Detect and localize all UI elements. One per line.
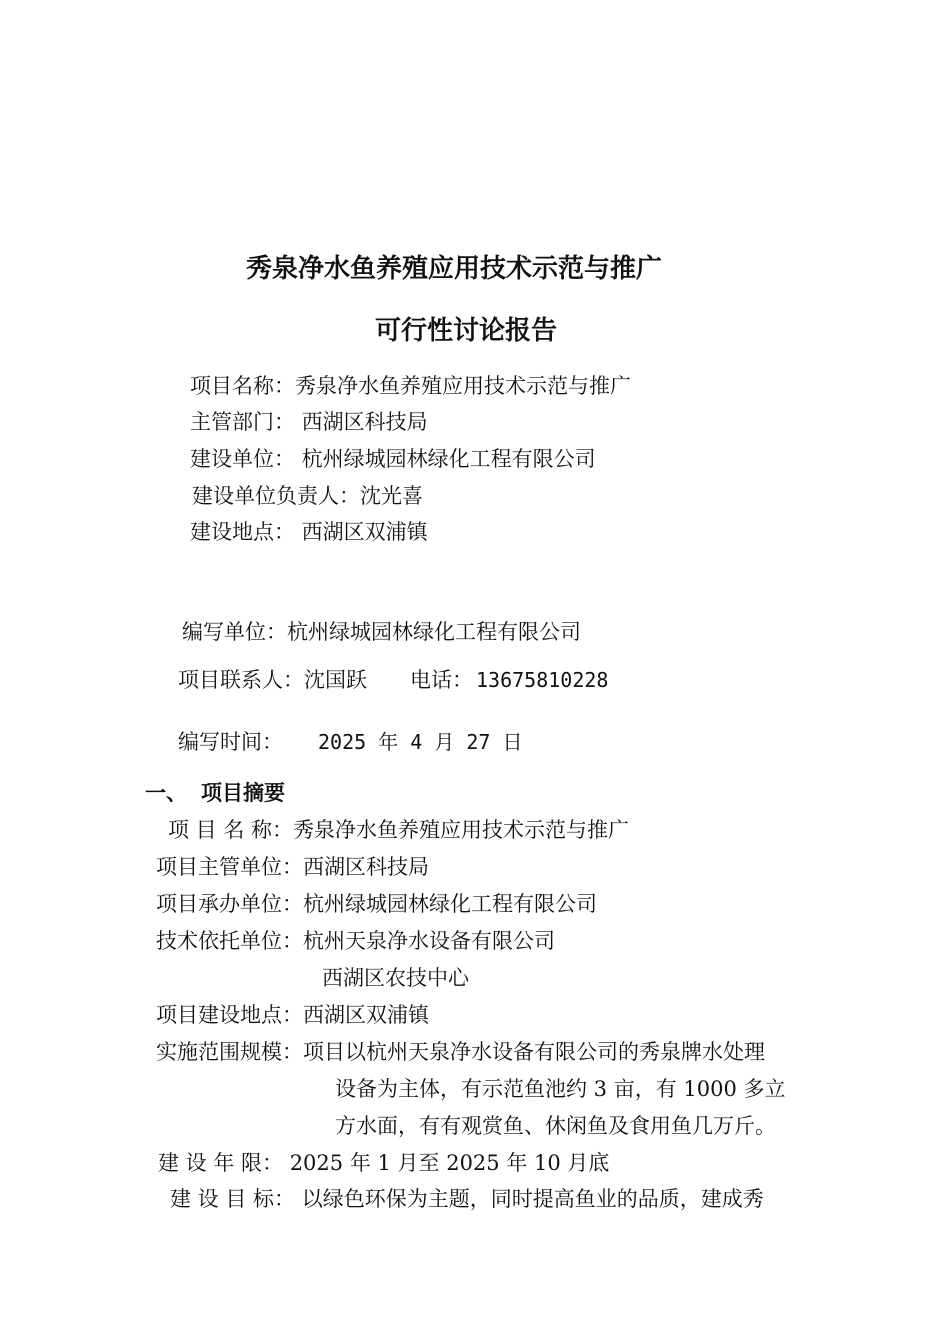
summary-tech-support-2: 西湖区农技中心 [322,966,469,990]
cover-phone-label: 电话： [410,668,473,692]
cover-unit-head: 建设单位负责人：沈光喜 [192,484,423,508]
section-heading-number: 一、 [145,781,187,805]
cover-project-name: 项目名称：秀泉净水鱼养殖应用技术示范与推广 [190,374,631,398]
summary-scope-line3: 方水面，有有观赏鱼、休闲鱼及食用鱼几万斤。 [335,1114,776,1138]
cover-phone-value: 13675810228 [476,668,609,692]
section-heading: 项目摘要 [201,781,285,805]
cover-department: 主管部门： 西湖区科技局 [190,410,428,434]
summary-name: 项 目 名 称：秀泉净水鱼养殖应用技术示范与推广 [168,818,630,842]
document-title-line1: 秀泉净水鱼养殖应用技术示范与推广 [246,254,663,284]
cover-location: 建设地点： 西湖区双浦镇 [190,520,428,544]
summary-scope-line1: 实施范围规模：项目以杭州天泉净水设备有限公司的秀泉牌水处理 [156,1040,765,1064]
summary-supervisor: 项目主管单位：西湖区科技局 [156,855,429,879]
cover-time-value: 2025 年 4 月 27 日 [318,730,523,754]
summary-tech-support: 技术依托单位：杭州天泉净水设备有限公司 [156,929,555,953]
cover-unit: 建设单位： 杭州绿城园林绿化工程有限公司 [190,447,596,471]
cover-time-label: 编写时间： [178,730,283,754]
summary-scope-line2: 设备为主体，有示范鱼池约 3 亩，有 1000 多立 [335,1077,786,1101]
summary-contractor: 项目承办单位：杭州绿城园林绿化工程有限公司 [156,892,597,916]
summary-period: 建 设 年 限： 2025 年 1 月至 2025 年 10 月底 [158,1151,610,1175]
cover-compiler: 编写单位：杭州绿城园林绿化工程有限公司 [182,620,581,644]
document-title-line2: 可行性讨论报告 [375,316,558,346]
summary-site: 项目建设地点：西湖区双浦镇 [156,1003,429,1027]
cover-contact: 项目联系人：沈国跃 [178,668,367,692]
summary-goal: 建 设 目 标： 以绿色环保为主题，同时提高鱼业的品质，建成秀 [170,1187,764,1211]
